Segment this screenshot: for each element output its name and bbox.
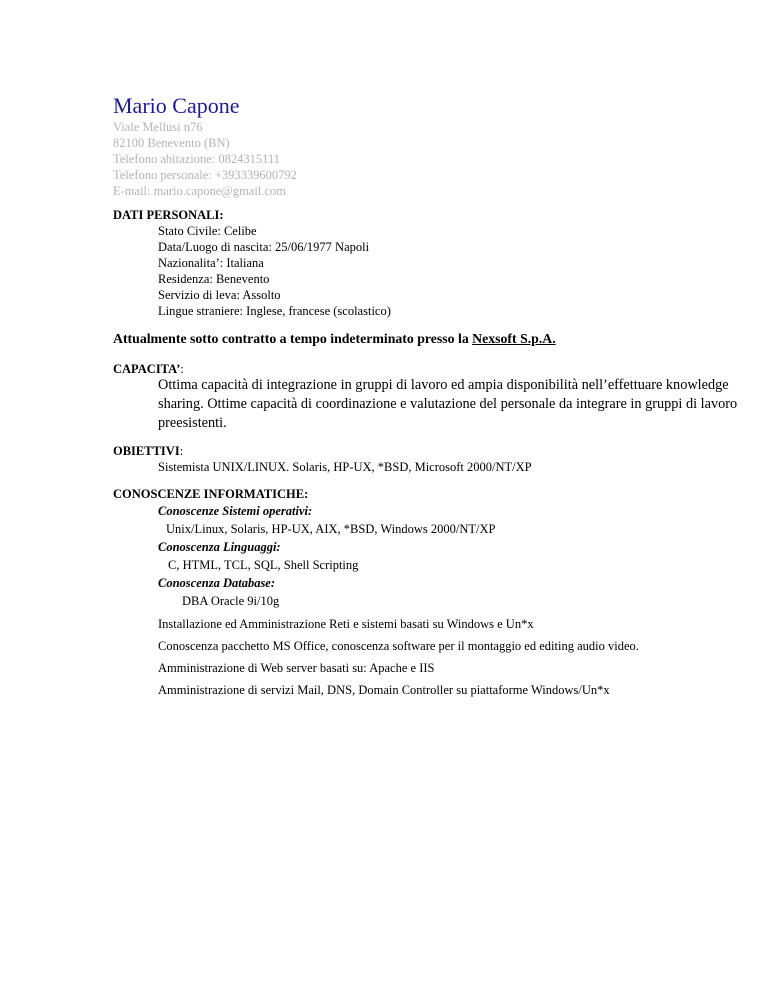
contact-home-phone: Telefono abitazione: 0824315111 bbox=[113, 152, 280, 166]
obiettivi-text: Sistemista UNIX/LINUX. Solaris, HP-UX, *BSD, Microsoft 2000/NT/XP bbox=[158, 460, 532, 474]
database-label: Conoscenza Database: bbox=[158, 576, 276, 590]
personal-line: Lingue straniere: Inglese, francese (scolastico) bbox=[158, 304, 391, 318]
company-name: Nexsoft S.p.A. bbox=[472, 331, 556, 346]
os-value: Unix/Linux, Solaris, HP-UX, AIX, *BSD, Windows 2000/NT/XP bbox=[166, 522, 496, 536]
skill-item: Conoscenza pacchetto MS Office, conoscenza software per il montaggio ed editing audio video. bbox=[158, 639, 639, 653]
personal-data-block bbox=[158, 223, 391, 319]
contact-address: Viale Mellusi n76 bbox=[113, 120, 203, 134]
contact-block bbox=[113, 119, 297, 199]
conoscenze-block bbox=[158, 502, 639, 699]
personal-line: Nazionalita’: Italiana bbox=[158, 256, 264, 270]
conoscenze-heading: CONOSCENZE INFORMATICHE: bbox=[113, 487, 309, 501]
contact-mobile-phone: Telefono personale: +393339600792 bbox=[113, 168, 297, 182]
personal-line: Data/Luogo di nascita: 25/06/1977 Napoli bbox=[158, 240, 370, 254]
capacita-title: CAPACITA’ bbox=[113, 362, 181, 376]
languages-value: C, HTML, TCL, SQL, Shell Scripting bbox=[168, 558, 359, 572]
personal-line: Servizio di leva: Assolto bbox=[158, 288, 281, 302]
personal-data-heading: DATI PERSONALI: bbox=[113, 208, 224, 222]
capacita-heading bbox=[113, 361, 184, 377]
contract-statement bbox=[113, 330, 556, 348]
skill-item: Amministrazione di servizi Mail, DNS, Domain Controller su piattaforme Windows/Un*x bbox=[158, 683, 610, 697]
contact-city: 82100 Benevento (BN) bbox=[113, 136, 230, 150]
personal-line: Stato Civile: Celibe bbox=[158, 224, 257, 238]
database-value: DBA Oracle 9i/10g bbox=[182, 594, 280, 608]
candidate-name: Mario Capone bbox=[113, 93, 240, 118]
obiettivi-heading bbox=[113, 443, 183, 459]
capacita-colon: : bbox=[180, 362, 184, 376]
obiettivi-block bbox=[158, 459, 532, 475]
skill-item: Amministrazione di Web server basati su: Apache e IIS bbox=[158, 661, 435, 675]
os-label: Conoscenze Sistemi operativi: bbox=[158, 504, 313, 518]
personal-line: Residenza: Benevento bbox=[158, 272, 270, 286]
skill-item: Installazione ed Amministrazione Reti e sistemi basati su Windows e Un*x bbox=[158, 617, 534, 631]
contact-email: E-mail: mario.capone@gmail.com bbox=[113, 184, 286, 198]
obiettivi-colon: : bbox=[179, 444, 184, 458]
obiettivi-title: OBIETTIVI bbox=[113, 444, 180, 458]
capacita-text: Ottima capacità di integrazione in gruppi di lavoro ed ampia disponibilità nell’effettuare knowledge sharing. Ottime capacità di coordinazione e valutazione del personale da integrare in gruppi di lavoro preesistenti. bbox=[158, 377, 738, 431]
languages-label: Conoscenza Linguaggi: bbox=[158, 540, 281, 554]
contract-text: Attualmente sotto contratto a tempo indeterminato presso la bbox=[113, 331, 473, 346]
